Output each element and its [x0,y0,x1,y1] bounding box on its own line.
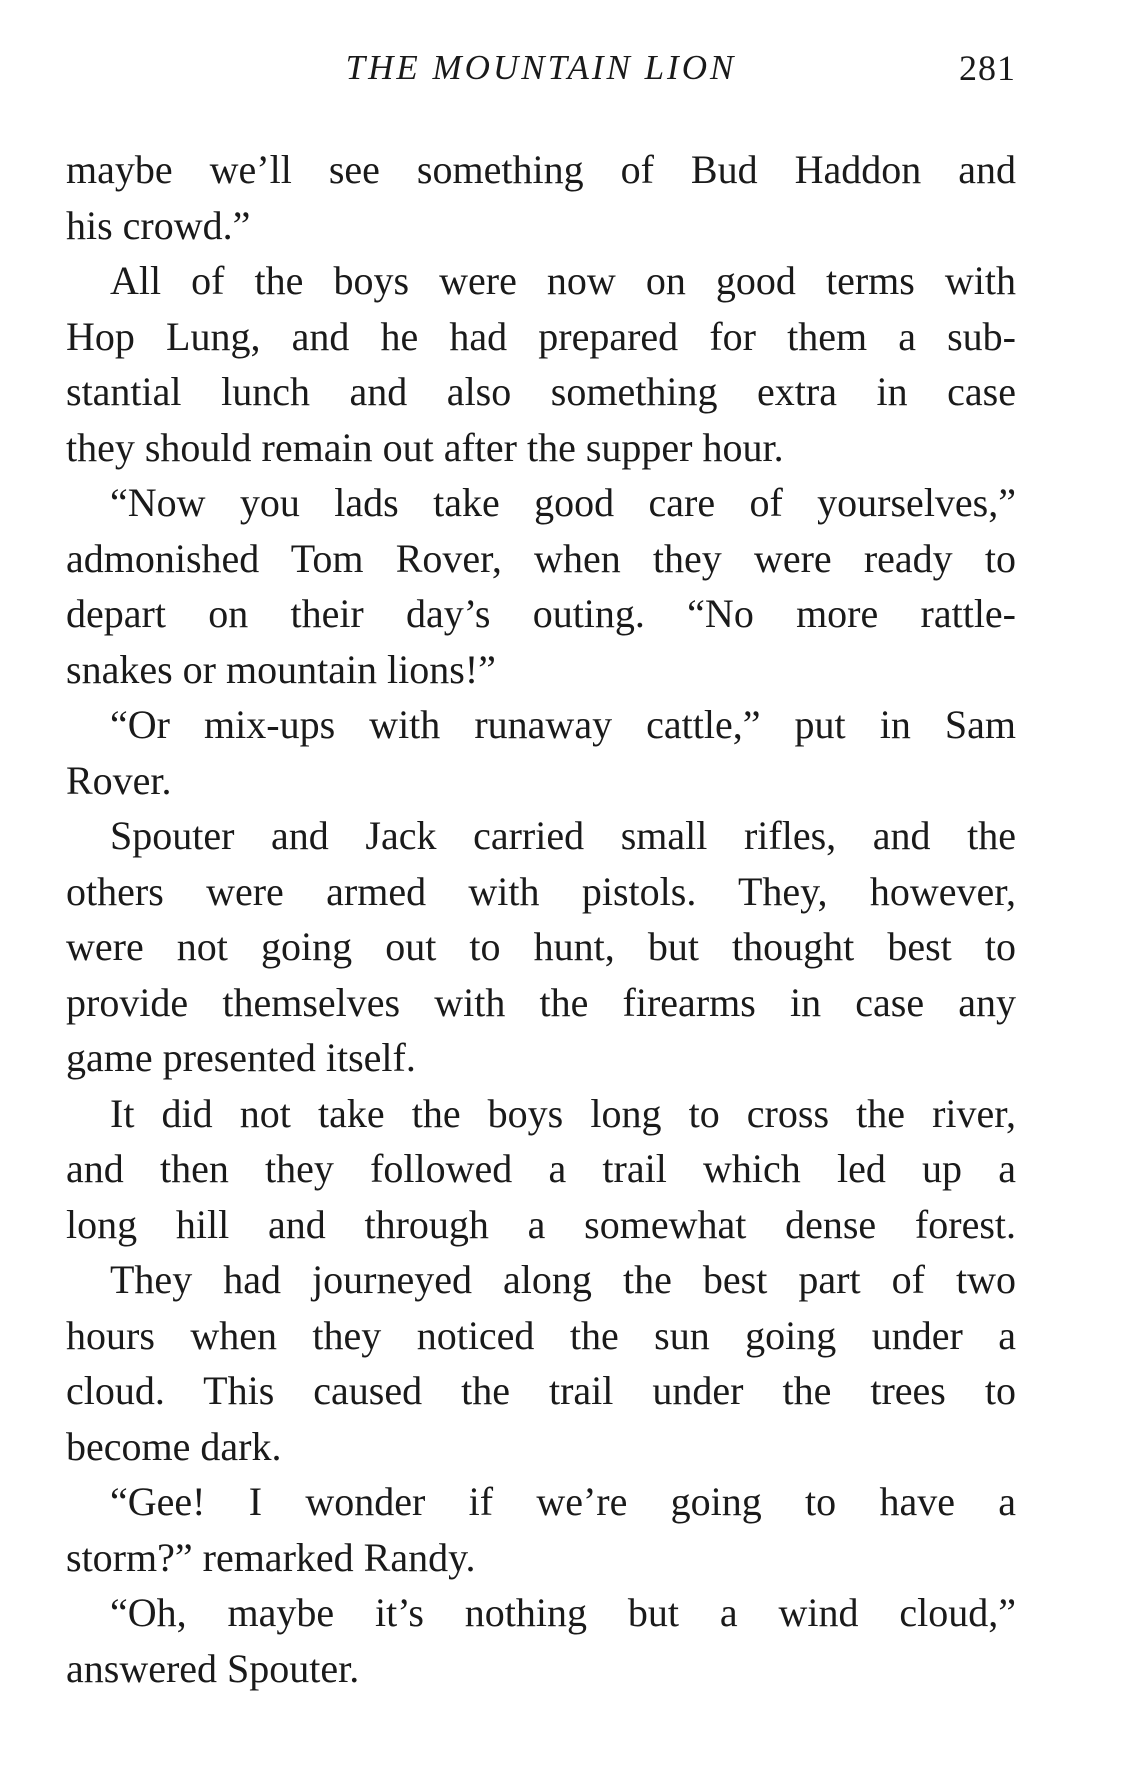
text-line: game presented itself. [66,1035,416,1080]
text-line: and then they followed a trail which led up a [66,1146,1016,1191]
text-line: become dark. [66,1423,282,1469]
text-line: stantial lunch and also something extra in case [66,369,1016,414]
text-line: Hop Lung, and he had prepared for them a sub- [66,313,1016,359]
text-line: provide themselves with the firearms in case any [66,979,1016,1025]
text-line: “Now you lads take good care of yourselves,” [110,480,1016,525]
text-line: answered Spouter. [66,1645,360,1691]
text-line: “Gee! I wonder if we’re going to have a [110,1479,1016,1524]
text-line: hours when they noticed the sun going under a [66,1312,1016,1358]
text-line: long hill and through a somewhat dense forest. [66,1201,1016,1247]
text-line: his crowd.” [66,202,251,248]
text-line: Spouter and Jack carried small rifles, and the [110,813,1016,858]
text-line: maybe we’ll see something of Bud Haddon and [66,147,1016,192]
body-text [66,142,1016,1696]
text-line: “Oh, maybe it’s nothing but a wind cloud,” [110,1590,1016,1635]
text-line: They had journeyed along the best part of two [110,1257,1016,1302]
running-head [66,44,1016,92]
text-line: All of the boys were now on good terms with [110,258,1016,303]
text-line: cloud. This caused the trail under the trees to [66,1368,1016,1413]
text-line: “Or mix-ups with runaway cattle,” put in Sam [110,702,1016,747]
running-title: THE MOUNTAIN LION [345,48,737,87]
text-line: Rover. [66,757,172,803]
text-line: were not going out to hunt, but thought best to [66,924,1016,969]
page-number: 281 [959,48,1016,88]
text-line: It did not take the boys long to cross the river, [110,1090,1016,1136]
text-line: others were armed with pistols. They, however, [66,868,1016,914]
text-line: snakes or mountain lions!” [66,646,496,692]
text-line: they should remain out after the supper hour. [66,424,784,470]
text-line: depart on their day’s outing. “No more rattle- [66,591,1016,636]
text-line: admonished Tom Rover, when they were ready to [66,535,1016,581]
text-line: storm?” remarked Randy. [66,1534,476,1580]
